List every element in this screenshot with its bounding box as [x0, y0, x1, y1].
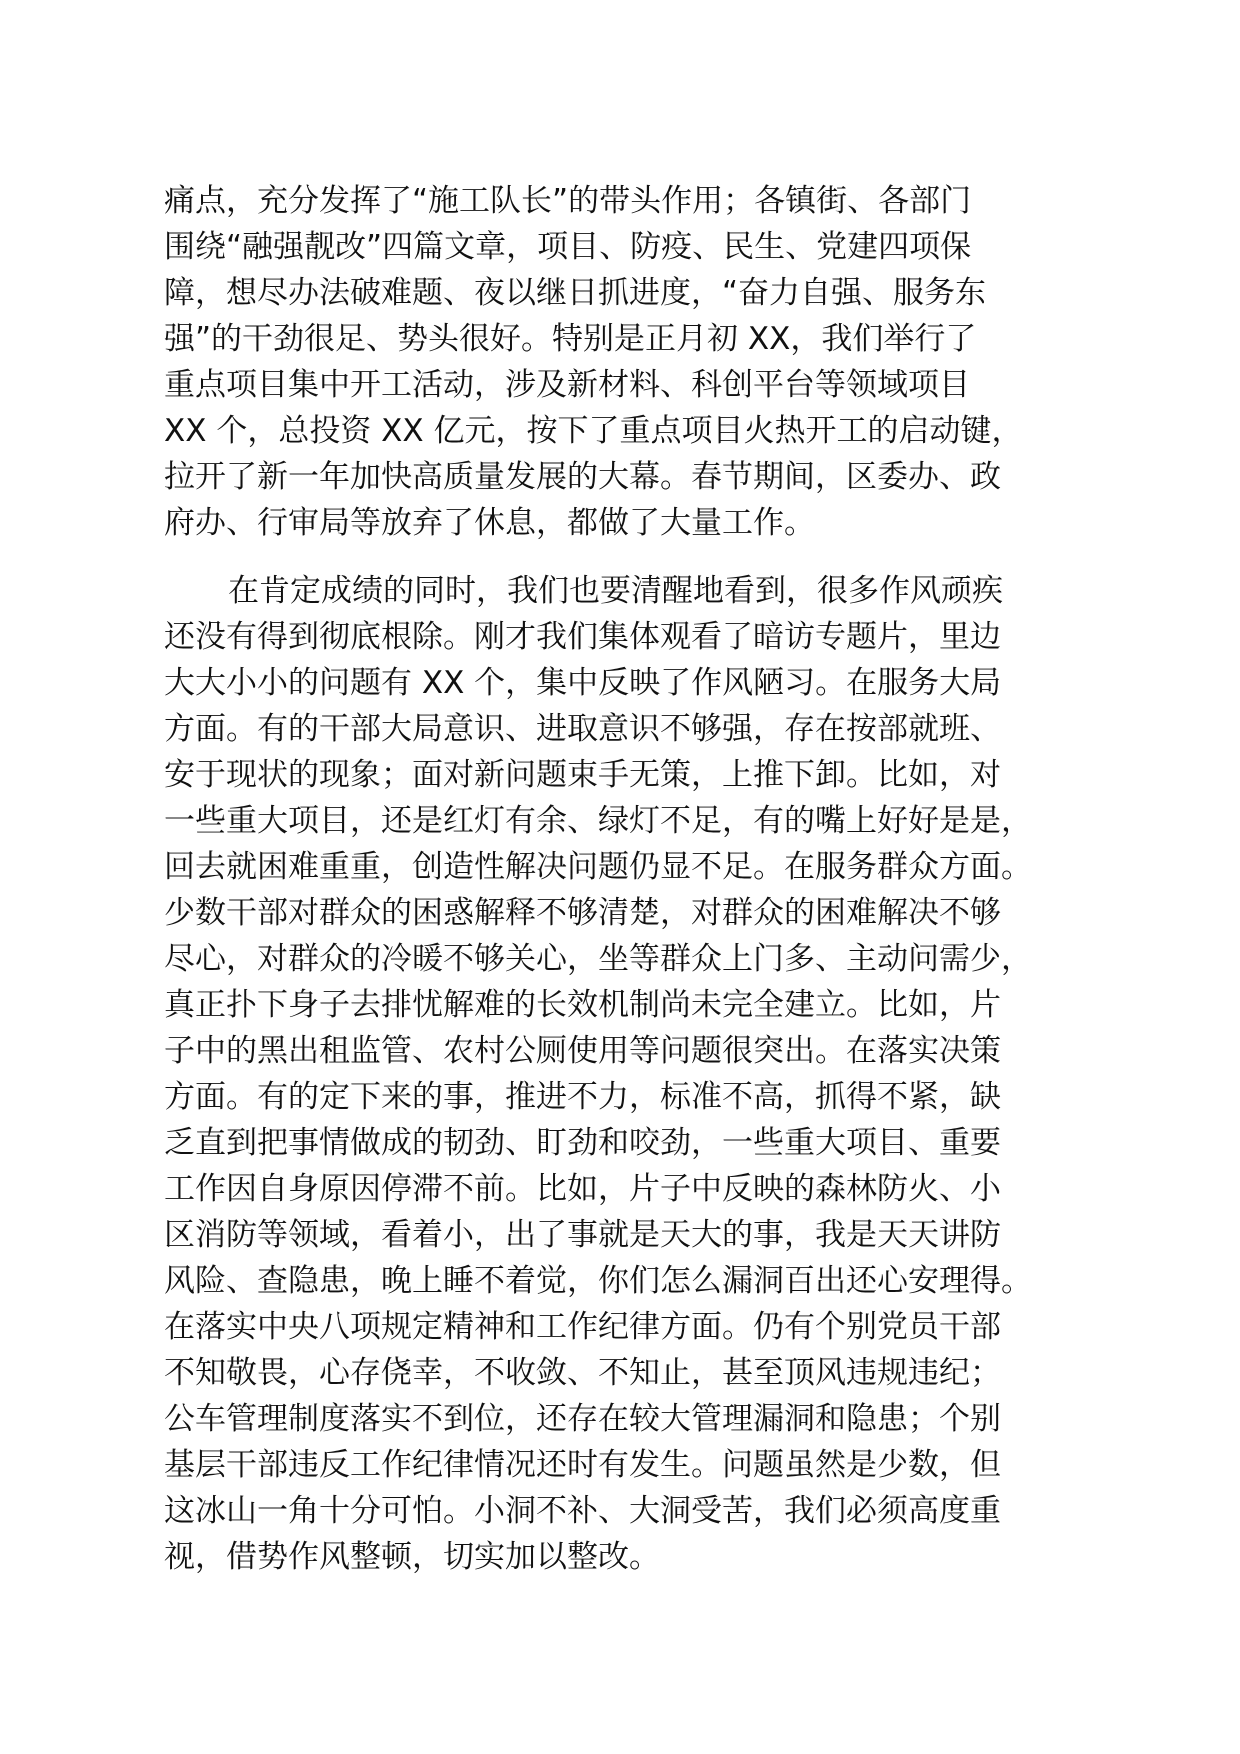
- paragraph-2-line: 方面。有的定下来的事，推进不力，标准不高，抓得不紧，缺: [164, 1079, 1001, 1115]
- paragraph-2-line: 这冰山一角十分可怕。小洞不补、大洞受苦，我们必须高度重: [164, 1493, 1001, 1529]
- paragraph-2-line: 公车管理制度落实不到位，还存在较大管理漏洞和隐患；个别: [164, 1401, 1001, 1437]
- paragraph-2-line: 少数干部对群众的困惑解释不够清楚，对群众的困难解决不够: [164, 895, 1001, 931]
- paragraph-2-line: 一些重大项目，还是红灯有余、绿灯不足，有的嘴上好好是是，: [164, 803, 1032, 839]
- paragraph-1-line: 府办、行审局等放弃了休息，都做了大量工作。: [164, 505, 815, 541]
- paragraph-1-line: 拉开了新一年加快高质量发展的大幕。春节期间，区委办、政: [164, 459, 1001, 495]
- paragraph-2-line: 子中的黑出租监管、农村公厕使用等问题很突出。在落实决策: [164, 1033, 1001, 1069]
- paragraph-2-line: 尽心，对群众的冷暖不够关心，坐等群众上门多、主动问需少，: [164, 941, 1032, 977]
- paragraph-2-line: 视，借势作风整顿，切实加以整改。: [164, 1539, 660, 1575]
- paragraph-2-line: 不知敬畏，心存侥幸，不收敛、不知止，甚至顶风违规违纪；: [164, 1355, 1001, 1391]
- paragraph-1-line: XX 个，总投资 XX 亿元，按下了重点项目火热开工的启动键，: [164, 413, 1023, 449]
- paragraph-2-line: 区消防等领域，看着小，出了事就是天大的事，我是天天讲防: [164, 1217, 1001, 1253]
- paragraph-2-line: 大大小小的问题有 XX 个，集中反映了作风陋习。在服务大局: [164, 665, 1002, 701]
- paragraph-1: [164, 178, 1104, 546]
- paragraph-1-line: 障，想尽办法破难题、夜以继日抓进度，“奋力自强、服务东: [164, 275, 987, 311]
- paragraph-2-line: 在肯定成绩的同时，我们也要清醒地看到，很多作风顽疾: [228, 573, 1003, 609]
- paragraph-1-line: 痛点，充分发挥了“施工队长”的带头作用；各镇街、各部门: [164, 183, 972, 219]
- paragraph-1-line: 重点项目集中开工活动，涉及新材料、科创平台等领域项目: [164, 367, 970, 403]
- paragraph-2-line: 基层干部违反工作纪律情况还时有发生。问题虽然是少数，但: [164, 1447, 1001, 1483]
- paragraph-2-line: 回去就困难重重，创造性解决问题仍显不足。在服务群众方面。: [164, 849, 1032, 885]
- paragraph-2-line: 方面。有的干部大局意识、进取意识不够强，存在按部就班、: [164, 711, 1001, 747]
- paragraph-1-line: 围绕“融强靓改”四篇文章，项目、防疫、民生、党建四项保: [164, 229, 972, 265]
- paragraph-1-line: 强”的干劲很足、势头很好。特别是正月初 XX，我们举行了: [164, 321, 977, 357]
- paragraph-2-line: 工作因自身原因停滞不前。比如，片子中反映的森林防火、小: [164, 1171, 1001, 1207]
- paragraph-2-line: 真正扑下身子去排忧解难的长效机制尚未完全建立。比如，片: [164, 987, 1001, 1023]
- paragraph-2: [164, 568, 1104, 1580]
- paragraph-2-line: 乏直到把事情做成的韧劲、盯劲和咬劲，一些重大项目、重要: [164, 1125, 1001, 1161]
- paragraph-2-line: 安于现状的现象；面对新问题束手无策，上推下卸。比如，对: [164, 757, 1001, 793]
- paragraph-2-line: 还没有得到彻底根除。刚才我们集体观看了暗访专题片，里边: [164, 619, 1001, 655]
- paragraph-2-line: 风险、查隐患，晚上睡不着觉，你们怎么漏洞百出还心安理得。: [164, 1263, 1032, 1299]
- paragraph-2-line: 在落实中央八项规定精神和工作纪律方面。仍有个别党员干部: [164, 1309, 1001, 1345]
